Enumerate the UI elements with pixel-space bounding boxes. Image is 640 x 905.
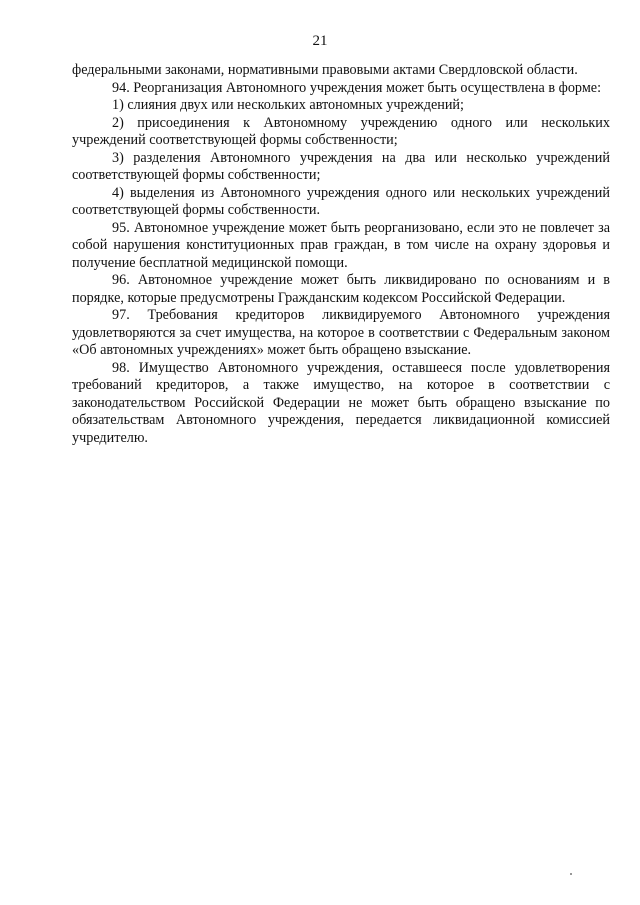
list-item-2: 2) присоединения к Автономному учреждению одного или нескольких учреждений соответствующей формы собственности; xyxy=(72,114,610,148)
paragraph-98: 98. Имущество Автономного учреждения, оставшееся после удовлетворения требований кредиторов, а также имущество, на которое в соответствии с законодательством Российской Федерации не может быть обращено взыскание по обязательствам Автономного учреждения, передается ликвидационной комиссией учредителю. xyxy=(72,359,610,446)
list-item-1: 1) слияния двух или нескольких автономных учреждений; xyxy=(112,97,464,113)
paragraph-96: 96. Автономное учреждение может быть ликвидировано по основаниям и в порядке, которые предусмотрены Гражданским кодексом Российской Федерации. xyxy=(72,272,610,306)
paragraph-95: 95. Автономное учреждение может быть реорганизовано, если это не повлечет за собой нарушения конституционных прав граждан, в том числе на охрану здоровья и получение бесплатной медицинской помощи. xyxy=(72,219,610,271)
list-item-3: 3) разделения Автономного учреждения на два или несколько учреждений соответствующей формы собственности; xyxy=(72,149,610,183)
list-item-4: 4) выделения из Автономного учреждения одного или нескольких учреждений соответствующей формы собственности. xyxy=(72,184,610,218)
page-number: 21 xyxy=(312,33,328,49)
scan-speck xyxy=(570,873,572,875)
paragraph-94: 94. Реорганизация Автономного учреждения может быть осуществлена в форме: xyxy=(112,79,602,96)
paragraph-97: 97. Требования кредиторов ликвидируемого Автономного учреждения удовлетворяются за счет имущества, на которое в соответствии с Федеральным законом «Об автономных учреждениях» может быть обращено взыскание. xyxy=(72,307,610,358)
document-body xyxy=(72,62,610,447)
paragraph-continuation: федеральными законами, нормативными правовыми актами Свердловской области. xyxy=(72,62,578,78)
